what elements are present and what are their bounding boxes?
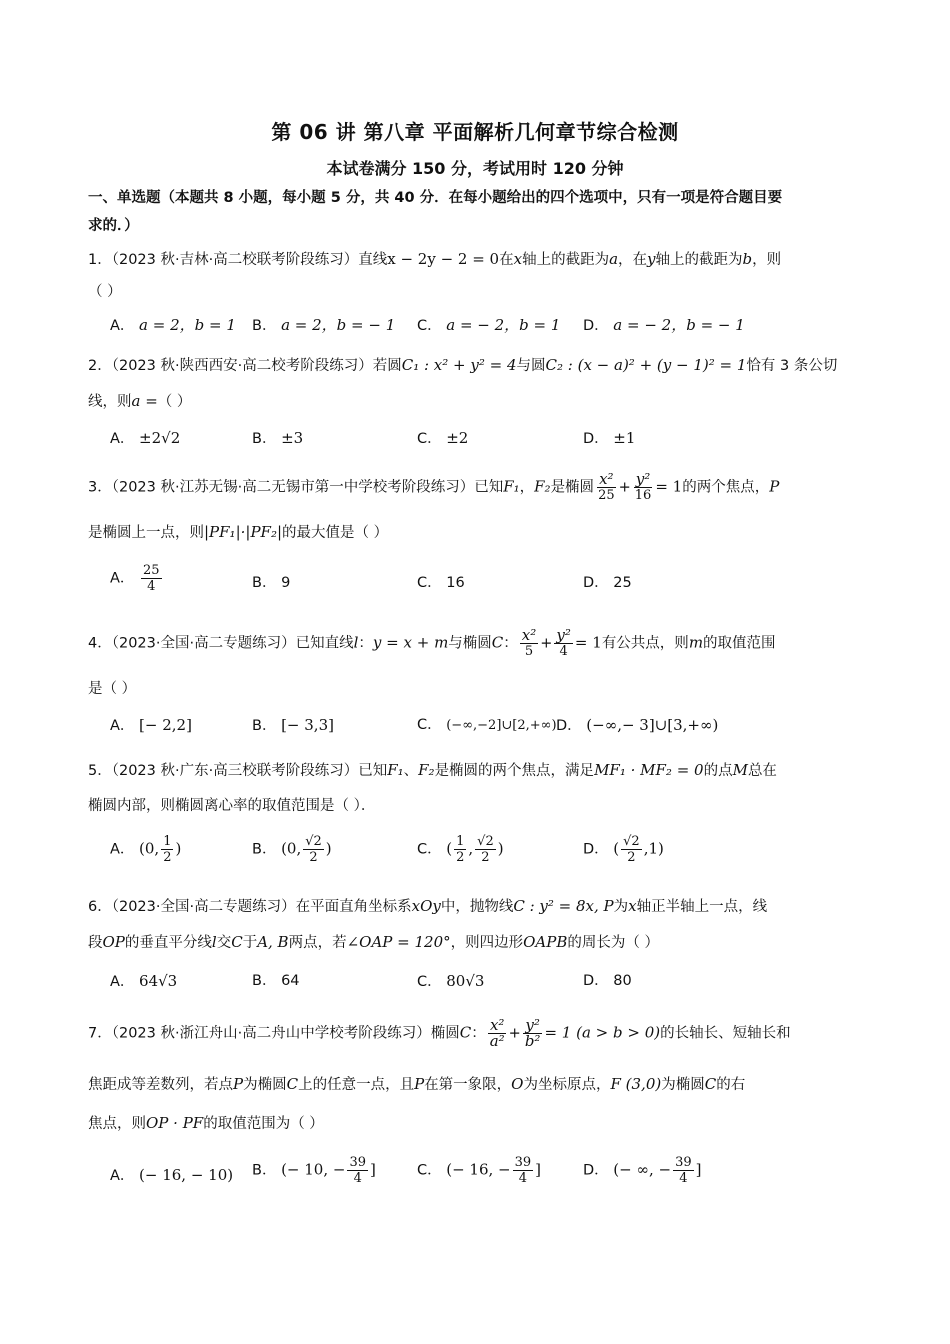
option-d: D． (−∞,− 3]∪[3,+∞) xyxy=(556,716,719,734)
question-4-cont: 是（ ） xyxy=(88,681,137,697)
option-b: B． 9 xyxy=(252,575,291,591)
option-a: A． a = 2，b = 1 xyxy=(110,316,236,334)
question-7: 7．（2023 秋·浙江舟山·高二舟山中学校考阶段练习）椭圆C： $\frac{\text{x²}}{\text{a²}}$ + $\frac{\text{y²}}{\text{b²}}$ = 1 (a > b > 0)的长轴长、短轴长和 xyxy=(88,1016,791,1050)
option-c: C． (−∞,−2]∪[2,+∞) xyxy=(417,717,557,733)
question-2: 2．（2023 秋·陕西西安·高二校考阶段练习）若圆C₁ : x² + y² = 4与圆C₂ : (x − a)² + (y − 1)² = 1恰有 3 条公切 xyxy=(88,356,838,374)
option-a: A． $\frac{25}{4}$ xyxy=(110,563,160,594)
question-number: 1． xyxy=(88,252,112,268)
option-c: C． (− 16, − $\frac{39}{4}$ ] xyxy=(417,1155,542,1186)
option-c: C． 80√3 xyxy=(417,972,485,990)
fraction: $\frac{\text{y²}}{16}$ xyxy=(634,470,652,503)
option-b: B． a = 2，b = − 1 xyxy=(252,316,396,334)
question-7-cont: 焦距成等差数列，若点P为椭圆C上的任意一点，且P在第一象限，O为坐标原点，F (3,0)为椭圆C的右 xyxy=(88,1075,746,1093)
question-5-cont: 椭圆内部，则椭圆离心率的取值范围是（ ）． xyxy=(88,798,376,814)
section-heading-cont: 求的．） xyxy=(88,218,139,234)
option-a: A． 64√3 xyxy=(110,972,178,990)
question-6-cont: 段OP的垂直平分线l交C于A, B两点，若∠OAP = 120°，则四边形OAPB的周长为（ ） xyxy=(88,933,659,951)
circle-c2: C₂ : (x − a)² + (y − 1)² = 1 xyxy=(545,356,747,374)
option-c: C． ±2 xyxy=(417,429,469,447)
option-c: C． a = − 2，b = 1 xyxy=(417,316,561,334)
option-d: D． ( $\frac{√2}{2}$ ,1) xyxy=(583,834,664,865)
option-a: A． [− 2,2] xyxy=(110,716,192,734)
question-source: （2023 秋·吉林·高二校联考阶段练习）直线 xyxy=(111,252,388,268)
question-4: 4．（2023·全国·高二专题练习）已知直线l：y = x + m与椭圆C： $\frac{\text{x²}}{5}$ + $\frac{\text{y²}}{4}$ = 1有公共点，则m的取值范围 xyxy=(88,626,776,659)
option-d: D． (− ∞, − $\frac{39}{4}$ ] xyxy=(583,1155,702,1186)
question-3-cont: 是椭圆上一点，则|PF₁|·|PF₂|的最大值是（ ） xyxy=(88,523,389,541)
option-b: B． [− 3,3] xyxy=(252,716,334,734)
section-heading: 一、单选题（本题共 8 小题，每小题 5 分，共 40 分．在每小题给出的四个选项中，只有一项是符合题目要 xyxy=(88,190,783,206)
page-subtitle: 本试卷满分 150 分，考试用时 120 分钟 xyxy=(326,159,624,178)
question-7-cont2: 焦点，则OP · PF的取值范围为（ ） xyxy=(88,1114,324,1132)
option-b: B． (0, $\frac{√2}{2}$ ) xyxy=(252,834,332,865)
option-a: A． ±2√2 xyxy=(110,429,181,447)
question-1: 1．（2023 秋·吉林·高二校联考阶段练习）直线x − 2y − 2 = 0在x轴上的截距为a，在y轴上的截距为b，则 xyxy=(88,250,782,268)
option-b: B． 64 xyxy=(252,973,300,989)
option-c: C． ( $\frac{1}{2}$ , $\frac{√2}{2}$ ) xyxy=(417,834,504,865)
question-1-cont: （ ） xyxy=(88,284,122,300)
circle-c1: C₁ : x² + y² = 4 xyxy=(401,356,517,374)
option-a: A． (0, $\frac{1}{2}$ ) xyxy=(110,834,182,865)
option-c: C． 16 xyxy=(417,575,465,591)
option-d: D． 25 xyxy=(583,575,632,591)
line-equation: x − 2y − 2 = 0 xyxy=(387,250,500,268)
question-3: 3．（2023 秋·江苏无锡·高二无锡市第一中学校考阶段练习）已知F₁，F₂是椭圆 $\frac{\text{x²}}{25}$ + $\frac{\text{y²}}{16}$ = 1的两个焦点，P xyxy=(88,470,780,503)
option-d: D． 80 xyxy=(583,973,632,989)
option-d: D． ±1 xyxy=(583,429,636,447)
option-b: B． ±3 xyxy=(252,429,304,447)
question-6: 6．（2023·全国·高二专题练习）在平面直角坐标系xOy中，抛物线C : y² = 8x, P为x轴正半轴上一点，线 xyxy=(88,897,768,915)
option-a: A． (− 16, − 10) xyxy=(110,1166,234,1184)
option-b: B． (− 10, − $\frac{39}{4}$ ] xyxy=(252,1155,376,1186)
question-2-cont: 线，则a =（ ） xyxy=(88,392,192,410)
page-title: 第 06 讲 第八章 平面解析几何章节综合检测 xyxy=(271,120,679,144)
fraction: $\frac{\text{x²}}{25}$ xyxy=(598,470,615,503)
question-5: 5．（2023 秋·广东·高三校联考阶段练习）已知F₁、F₂是椭圆的两个焦点，满足MF₁ · MF₂ = 0的点M总在 xyxy=(88,761,777,779)
option-d: D． a = − 2，b = − 1 xyxy=(583,316,745,334)
